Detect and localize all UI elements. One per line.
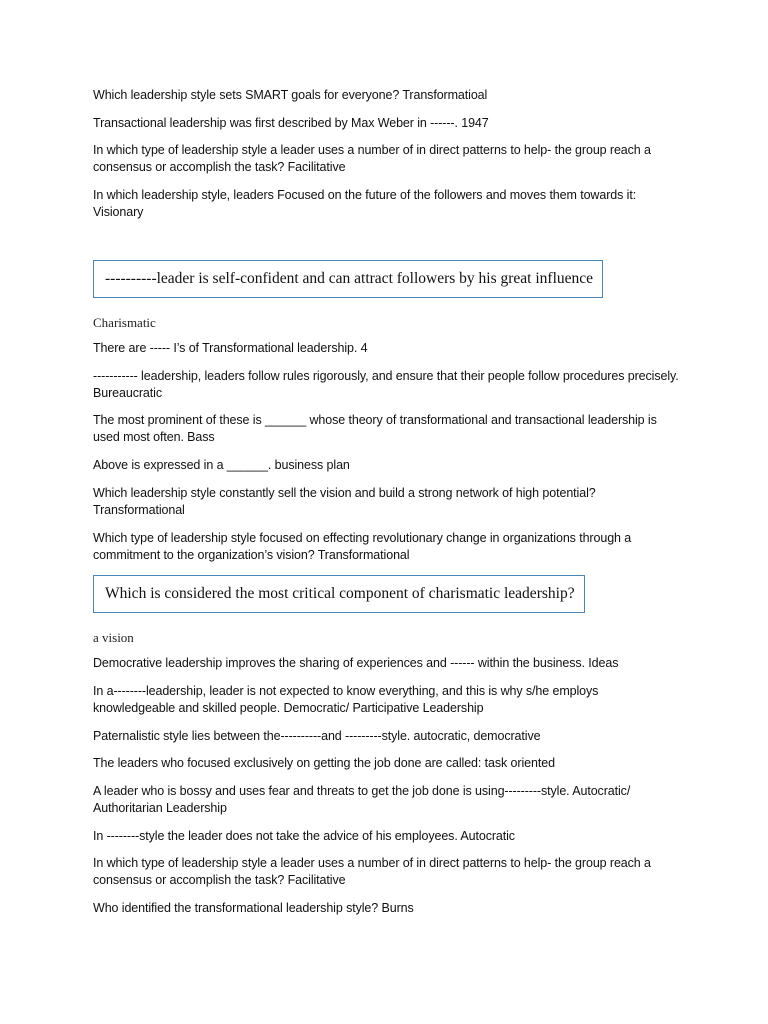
qa-line-facilitative: In which type of leadership style a leader uses a number of in direct patterns to help- the group reach a consensus or accomplish the task? Facilitative (93, 143, 651, 174)
qa-line-participative: In a--------leadership, leader is not expected to know everything, and this is why s/he employs knowledgeable and skilled people. Democratic/ Participative Leadership (93, 684, 599, 715)
qa-line-max-weber: Transactional leadership was first described by Max Weber in ------. 1947 (93, 116, 489, 130)
qa-line-business-plan: Above is expressed in a ______. business plan (93, 458, 350, 472)
qa-line-bureaucratic: ----------- leadership, leaders follow rules rigorously, and ensure that their people follow procedures precisely. Bureaucratic (93, 369, 679, 400)
answer-charismatic: Charismatic (93, 315, 156, 330)
qa-line-visionary: In which leadership style, leaders Focused on the future of the followers and moves them towards it: Visionary (93, 188, 637, 219)
qa-line-authoritarian: A leader who is bossy and uses fear and threats to get the job done is using---------style. Autocratic/ Authoritarian Leadership (93, 784, 631, 815)
question-box-text: ----------leader is self-confident and can attract followers by his great influence (105, 270, 594, 287)
qa-line-smart-goals: Which leadership style sets SMART goals for everyone? Transformatioal (93, 88, 488, 102)
qa-line-democrative-ideas: Democrative leadership improves the sharing of experiences and ------ within the business. Ideas (93, 656, 619, 670)
qa-line-paternalistic: Paternalistic style lies between the----------and ---------style. autocratic, democrative (93, 729, 541, 743)
answer-a-vision: a vision (93, 630, 134, 645)
qa-line-revolutionary-change: Which type of leadership style focused on effecting revolutionary change in organizations through a commitment to the organization’s vision? Transformational (93, 531, 632, 562)
qa-line-autocratic: In --------style the leader does not take the advice of his employees. Autocratic (93, 829, 515, 843)
qa-line-four-is: There are ----- I’s of Transformational leadership. 4 (93, 341, 368, 355)
question-box-critical-component (93, 575, 585, 613)
qa-line-task-oriented: The leaders who focused exclusively on getting the job done are called: task oriented (93, 756, 555, 770)
qa-line-bass: The most prominent of these is ______ whose theory of transformational and transactional leadership is used most often. Bass (93, 413, 657, 444)
question-box-text: Which is considered the most critical component of charismatic leadership? (105, 585, 575, 602)
qa-line-sell-vision: Which leadership style constantly sell the vision and build a strong network of high potential? Transformational (93, 486, 596, 517)
qa-line-facilitative-repeat: In which type of leadership style a leader uses a number of in direct patterns to help- the group reach a consensus or accomplish the task? Facilitative (93, 856, 651, 887)
question-box-charismatic (93, 260, 603, 298)
qa-line-burns: Who identified the transformational leadership style? Burns (93, 901, 414, 915)
